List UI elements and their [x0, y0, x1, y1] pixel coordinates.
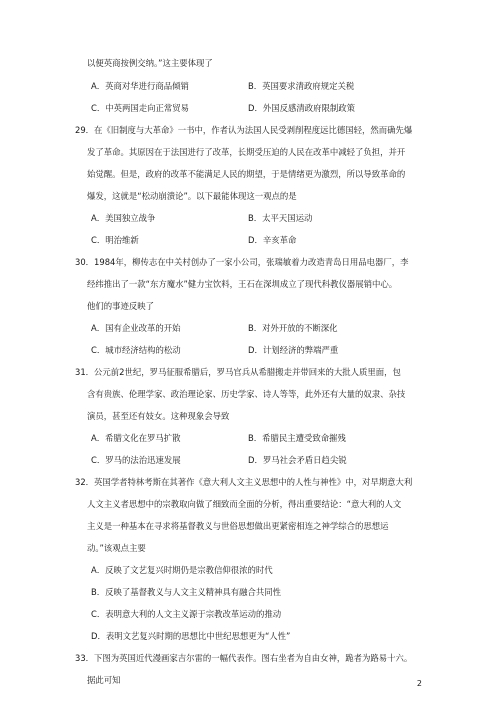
- q30-option-c: C．城市经济结构的松动: [91, 345, 181, 355]
- q30-stem-line-2: 经纬推出了一款“东方魔水”健力宝饮料，王石在深圳成立了现代科教仪器展销中心。: [87, 279, 398, 289]
- q29-stem-line-4: 爆发，这就是“松动崩溃论”。以下最能体现这一观点的是: [87, 191, 297, 201]
- q28-option-b: B．英国要求清政府规定关税: [248, 81, 355, 91]
- q31-stem-line-3: 演员，甚至还有妓女。这种现象会导致: [87, 411, 230, 421]
- q29-stem-line-3: 始觉醒。但是，政府的改革不能满足人民的期望，于是情绪更为激烈，所以导致革命的: [87, 169, 406, 179]
- q29-stem-line-1: 29．在《旧制度与大革命》一书中，作者认为法国人民受剥削程度远比德国轻，然而确先爆: [75, 125, 413, 135]
- q32-stem-line-2: 人文主义者思想中的宗教取向做了细致而全面的分析，得出重要结论：“意大利的人文: [87, 499, 402, 509]
- q32-option-d: D．表明文艺复兴时期的思想比中世纪思想更为“人性”: [91, 631, 291, 641]
- q32-option-c: C．表明意大利的人文主义源于宗教改革运动的推动: [91, 609, 282, 619]
- q32-stem-line-1: 32．英国学者特林考斯在其著作《意大利人文主义思想中的人性与神性》中，对早期意大利: [75, 477, 413, 487]
- q31-stem-line-1: 31．公元前2世纪，罗马征服希腊后，罗马官兵从希腊搬走并带回来的大批人质里面，包: [75, 367, 401, 377]
- q33-stem-line-2: 据此可知: [87, 675, 121, 685]
- q29-option-a: A．美国独立战争: [91, 213, 156, 223]
- q30-stem-line-1: 30．1984年，柳传志在中关村创办了一家小公司，张瑞敏着力改造青岛日用品电器厂，李: [75, 257, 409, 267]
- q29-option-c: C．明治维新: [91, 235, 139, 245]
- q32-option-a: A．反映了文艺复兴时期仍是宗教信仰很浓的时代: [91, 565, 273, 575]
- q32-stem-line-3: 主义是一种基本在寻求将基督教义与世俗思想做出更紧密相连之神学综合的思想运: [87, 521, 389, 531]
- q30-option-a: A．国有企业改革的开始: [91, 323, 181, 333]
- q28-option-d: D．外国反感清政府限制政策: [248, 103, 355, 113]
- q31-option-a: A．希腊文化在罗马扩散: [91, 433, 181, 443]
- q31-stem-line-2: 含有贵族、伦理学家、政治理论家、历史学家、诗人等等，此外还有大量的奴隶、杂技: [87, 389, 406, 399]
- q29-option-b: B．太平天国运动: [248, 213, 313, 223]
- q31-option-c: C．罗马的法治迅速发展: [91, 455, 181, 465]
- q29-stem-line-2: 发了革命。其原因在于法国进行了改革，长期受压迫的人民在改革中减轻了负担，并开: [87, 147, 406, 157]
- q32-option-b: B．反映了基督教义与人文主义精神具有融合共同性: [91, 587, 281, 597]
- q29-option-d: D．辛亥革命: [248, 235, 297, 245]
- q30-option-d: D．计划经济的弊端严重: [248, 345, 339, 355]
- page-number: 2: [416, 679, 422, 688]
- q28-option-a: A．英商对华进行商品倾销: [91, 81, 189, 91]
- q31-option-d: D．罗马社会矛盾日趋尖锐: [248, 455, 347, 465]
- q30-stem-line-3: 他们的事迹反映了: [87, 301, 154, 311]
- q32-stem-line-4: 动。”该观点主要: [87, 543, 146, 553]
- q28-option-c: C．中英两国走向正常贸易: [91, 103, 189, 113]
- q33-stem-line-1: 33．下图为英国近代漫画家吉尔雷的一幅代表作。图右坐者为自由女神，跪者为路易十六。: [75, 653, 413, 663]
- q28-stem: 以便英商按例交纳。”这主要体现了: [87, 58, 213, 68]
- q31-option-b: B．希腊民主遭受致命摧残: [248, 433, 346, 443]
- q30-option-b: B．对外开放的不断深化: [248, 323, 338, 333]
